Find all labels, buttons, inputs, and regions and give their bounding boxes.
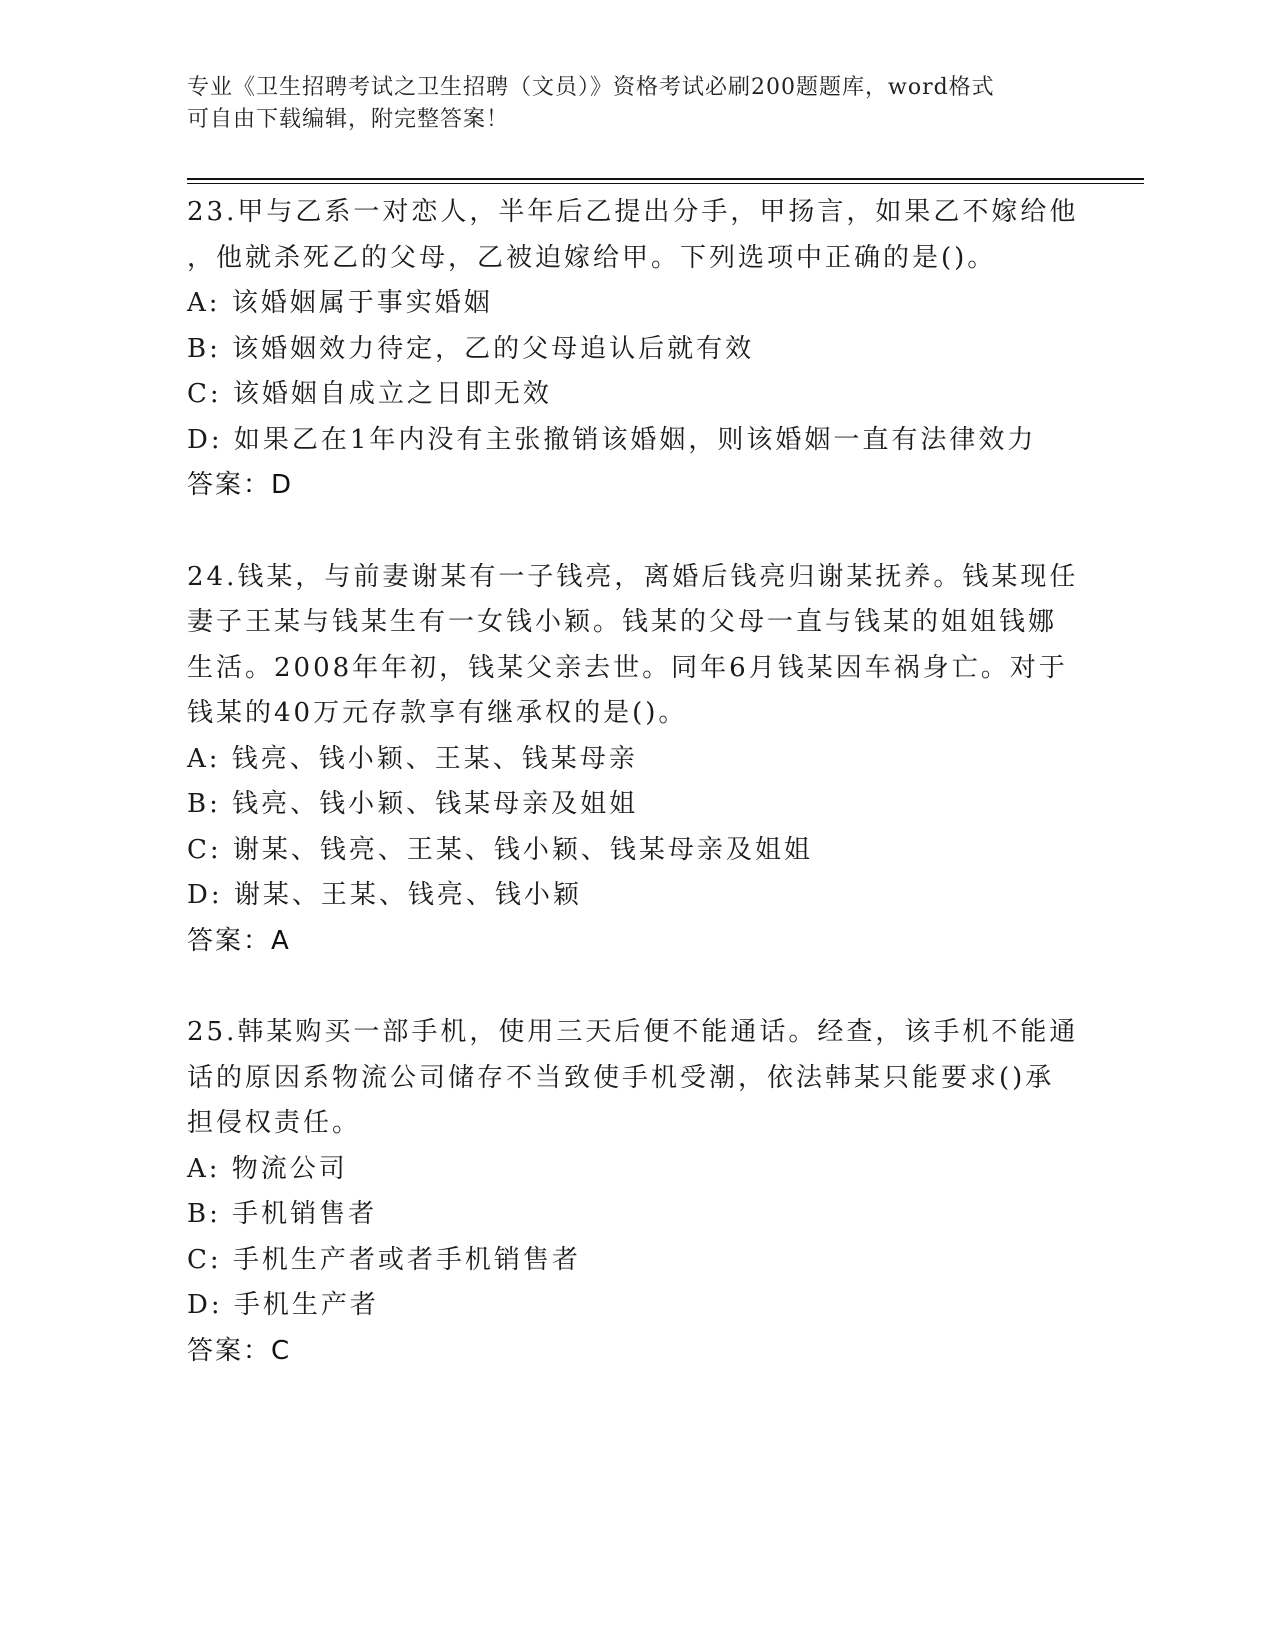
question-text-line: 生活。2008年年初，钱某父亲去世。同年6月钱某因车祸身亡。对于 bbox=[187, 652, 1068, 683]
question-text-line: 妻子王某与钱某生有一女钱小颖。钱某的父母一直与钱某的姐姐钱娜 bbox=[187, 607, 1058, 637]
question-text-line: 话的原因系物流公司储存不当致使手机受潮，依法韩某只能要求()承 bbox=[187, 1062, 1055, 1093]
question-text-line: 24.钱某，与前妻谢某有一子钱亮，离婚后钱亮归谢某抚养。钱某现任 bbox=[187, 561, 1079, 592]
option-b: B: 钱亮、钱小颖、钱某母亲及姐姐 bbox=[187, 789, 639, 819]
question-text-line: 25.韩某购买一部手机，使用三天后便不能通话。经查，该手机不能通 bbox=[187, 1017, 1079, 1047]
header-rule-thick bbox=[187, 178, 1144, 180]
document-header bbox=[187, 72, 1067, 136]
question-list bbox=[187, 190, 1087, 1374]
question-text-line: 担侵权责任。 bbox=[187, 1108, 362, 1138]
question-spacer bbox=[187, 509, 1087, 555]
answer-label: 答案：D bbox=[187, 470, 294, 500]
option-c: C: 手机生产者或者手机销售者 bbox=[187, 1244, 581, 1275]
question-25 bbox=[187, 1010, 1087, 1374]
question-spacer bbox=[187, 964, 1087, 1010]
question-text-line: ，他就杀死乙的父母，乙被迫嫁给甲。下列选项中正确的是()。 bbox=[187, 242, 997, 273]
option-d: D: 手机生产者 bbox=[187, 1290, 379, 1320]
question-text-line: 钱某的40万元存款享有继承权的是()。 bbox=[187, 698, 688, 728]
option-c: C: 该婚姻自成立之日即无效 bbox=[187, 379, 552, 409]
header-line-1: 专业《卫生招聘考试之卫生招聘（文员）》资格考试必刷200题题库，word格式 bbox=[187, 75, 995, 100]
answer-label: 答案：A bbox=[187, 925, 291, 956]
header-line-2: 可自由下载编辑，附完整答案！ bbox=[187, 107, 510, 132]
option-c: C: 谢某、钱亮、王某、钱小颖、钱某母亲及姐姐 bbox=[187, 834, 813, 865]
option-b: B: 该婚姻效力待定，乙的父母追认后就有效 bbox=[187, 333, 755, 364]
question-text-line: 23.甲与乙系一对恋人，半年后乙提出分手，甲扬言，如果乙不嫁给他 bbox=[187, 197, 1079, 227]
option-b: B: 手机销售者 bbox=[187, 1199, 378, 1229]
answer-label: 答案：C bbox=[187, 1335, 292, 1366]
option-a: A: 钱亮、钱小颖、王某、钱某母亲 bbox=[187, 743, 638, 774]
header-rule-thin bbox=[187, 183, 1144, 184]
question-23 bbox=[187, 190, 1087, 509]
option-d: D: 如果乙在1年内没有主张撤销该婚姻，则该婚姻一直有法律效力 bbox=[187, 424, 1037, 455]
option-a: A: 物流公司 bbox=[187, 1153, 348, 1184]
question-24 bbox=[187, 555, 1087, 965]
option-d: D: 谢某、王某、钱亮、钱小颖 bbox=[187, 880, 582, 910]
option-a: A: 该婚姻属于事实婚姻 bbox=[187, 288, 493, 318]
